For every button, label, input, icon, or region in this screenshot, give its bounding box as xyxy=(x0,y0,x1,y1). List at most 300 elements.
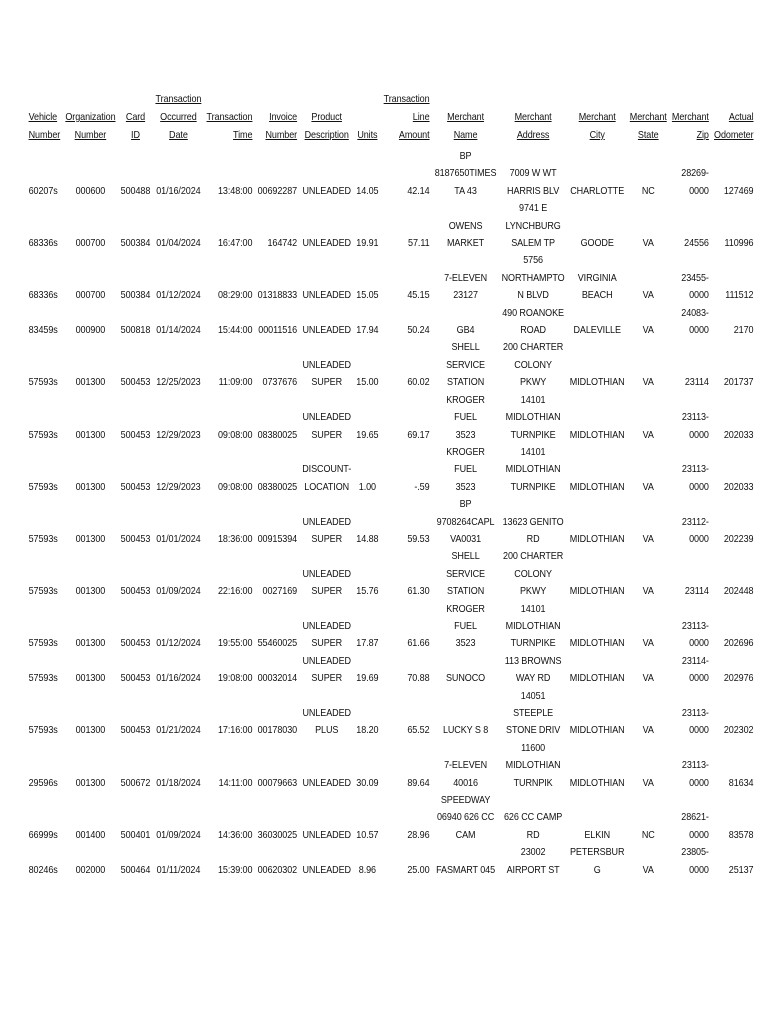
cell-value: VIRGINIA BEACH xyxy=(577,271,617,302)
cell-odo xyxy=(711,548,756,600)
cell-mname xyxy=(432,653,499,688)
cell-value: 001300 xyxy=(75,585,106,598)
column-header-label: Transaction Time xyxy=(206,111,253,141)
column-header-label: Vehicle Number xyxy=(28,111,61,141)
cell-vehicle xyxy=(26,339,63,391)
cell-value: 83578 xyxy=(728,828,754,841)
cell-units xyxy=(354,601,381,653)
cell-mname xyxy=(432,200,499,252)
cell-value: 12/29/2023 xyxy=(156,428,201,441)
cell-odo xyxy=(711,688,756,740)
cell-value: 202033 xyxy=(723,480,754,493)
cell-mzip xyxy=(669,148,711,200)
cell-vehicle xyxy=(26,688,63,740)
cell-value: KROGER FUEL 3523 xyxy=(446,393,485,441)
cell-odo xyxy=(711,496,756,548)
cell-value: 23113- 0000 xyxy=(681,619,709,650)
cell-value: 001300 xyxy=(75,532,106,545)
cell-vehicle xyxy=(26,305,63,340)
cell-time xyxy=(204,653,255,688)
cell-value: VA xyxy=(642,532,654,545)
cell-units xyxy=(354,688,381,740)
cell-mname xyxy=(432,496,499,548)
cell-value: 001400 xyxy=(75,828,106,841)
cell-value: 81634 xyxy=(728,776,754,789)
cell-value: UNLEADED xyxy=(302,776,351,789)
table-row xyxy=(26,844,756,879)
cell-invoice xyxy=(255,200,300,252)
cell-mstate xyxy=(627,740,669,792)
cell-mzip xyxy=(669,252,711,304)
cell-value: 14:11:00 xyxy=(218,776,253,789)
cell-value: 200 CHARTER COLONY PKWY xyxy=(503,550,564,598)
cell-value: 59.53 xyxy=(407,532,430,545)
cell-card xyxy=(118,548,153,600)
cell-mzip xyxy=(669,792,711,844)
cell-odo xyxy=(711,601,756,653)
cell-value: 18.20 xyxy=(356,724,379,737)
cell-invoice xyxy=(255,496,300,548)
cell-value: 15:44:00 xyxy=(217,324,253,337)
cell-value: UNLEADED xyxy=(302,184,351,197)
cell-value: 22:16:00 xyxy=(217,585,253,598)
cell-org xyxy=(63,601,118,653)
cell-odo xyxy=(711,653,756,688)
cell-maddr xyxy=(499,688,567,740)
cell-invoice xyxy=(255,548,300,600)
cell-odo xyxy=(711,339,756,391)
column-header-maddr xyxy=(499,90,567,148)
cell-org xyxy=(63,392,118,444)
cell-product xyxy=(300,148,354,200)
cell-date xyxy=(153,653,204,688)
cell-value: 13:48:00 xyxy=(217,184,253,197)
cell-value: 000900 xyxy=(75,324,106,337)
cell-units xyxy=(354,844,381,879)
cell-mstate xyxy=(627,688,669,740)
table-body xyxy=(26,148,756,879)
cell-vehicle xyxy=(26,148,63,200)
cell-amount xyxy=(381,148,432,200)
cell-mstate xyxy=(627,601,669,653)
cell-value: 202448 xyxy=(723,585,754,598)
cell-mname xyxy=(432,844,499,879)
cell-invoice xyxy=(255,653,300,688)
cell-amount xyxy=(381,740,432,792)
cell-date xyxy=(153,392,204,444)
cell-value: 7-ELEVEN 23127 xyxy=(444,271,488,302)
cell-product xyxy=(300,688,354,740)
cell-org xyxy=(63,200,118,252)
column-header-product xyxy=(300,90,354,148)
cell-value: 202302 xyxy=(723,724,754,737)
column-header-label: Merchant Address xyxy=(514,111,552,141)
cell-time xyxy=(204,200,255,252)
cell-value: UNLEADED SUPER xyxy=(302,567,351,598)
cell-card xyxy=(118,653,153,688)
cell-value: 00011516 xyxy=(258,324,298,337)
cell-value: 17.87 xyxy=(356,637,379,650)
cell-product xyxy=(300,252,354,304)
cell-value: 23002 AIRPORT ST xyxy=(506,846,560,876)
cell-mname xyxy=(432,792,499,844)
cell-mstate xyxy=(627,148,669,200)
cell-org xyxy=(63,844,118,879)
cell-value: SHELL SERVICE STATION xyxy=(446,550,485,598)
cell-mstate xyxy=(627,496,669,548)
cell-value: 01318833 xyxy=(257,289,298,302)
cell-value: 14051 STEEPLE STONE DRIV xyxy=(506,689,561,737)
cell-units xyxy=(354,444,381,496)
cell-value: MIDLOTHIAN xyxy=(569,637,625,650)
cell-card xyxy=(118,339,153,391)
cell-units xyxy=(354,200,381,252)
cell-value: 01/12/2024 xyxy=(156,289,201,302)
cell-value: 08:29:00 xyxy=(217,289,253,302)
cell-value: 11:09:00 xyxy=(218,376,253,389)
cell-amount xyxy=(381,792,432,844)
cell-mcity xyxy=(567,844,627,879)
cell-value: 10.57 xyxy=(356,828,379,841)
cell-value: 00692287 xyxy=(257,184,298,197)
cell-value: MIDLOTHIAN xyxy=(569,672,625,685)
cell-mname xyxy=(432,688,499,740)
cell-units xyxy=(354,392,381,444)
cell-value: 01/09/2024 xyxy=(156,828,201,841)
cell-value: 28.96 xyxy=(407,828,430,841)
cell-amount xyxy=(381,200,432,252)
column-header-label: Transaction Occurred Date xyxy=(155,93,202,141)
column-header-label: Card ID xyxy=(125,111,146,141)
table-row xyxy=(26,339,756,391)
cell-card xyxy=(118,252,153,304)
cell-value: 83459s xyxy=(28,324,58,337)
cell-product xyxy=(300,844,354,879)
cell-mstate xyxy=(627,252,669,304)
cell-value: 13623 GENITO RD xyxy=(502,515,564,545)
cell-value: 500453 xyxy=(120,724,151,737)
cell-vehicle xyxy=(26,252,63,304)
cell-value: 28621- 0000 xyxy=(681,811,709,841)
cell-product xyxy=(300,496,354,548)
column-header-label: Units xyxy=(357,129,378,141)
cell-value: 57593s xyxy=(28,532,58,545)
cell-value: 14:36:00 xyxy=(217,828,253,841)
cell-value: 15:39:00 xyxy=(217,863,253,876)
cell-value: 500464 xyxy=(120,863,151,876)
cell-card xyxy=(118,148,153,200)
cell-units xyxy=(354,548,381,600)
cell-mzip xyxy=(669,653,711,688)
column-header-vehicle xyxy=(26,90,63,148)
cell-value: 5756 NORTHAMPTO N BLVD xyxy=(501,254,565,302)
cell-value: 500672 xyxy=(120,776,151,789)
cell-date xyxy=(153,740,204,792)
cell-value: 15.05 xyxy=(356,289,379,302)
cell-amount xyxy=(381,392,432,444)
column-header-mstate xyxy=(627,90,669,148)
column-header-amount xyxy=(381,90,432,148)
cell-card xyxy=(118,305,153,340)
cell-org xyxy=(63,688,118,740)
cell-value: 202033 xyxy=(723,428,754,441)
cell-vehicle xyxy=(26,740,63,792)
cell-value: 17:16:00 xyxy=(217,724,253,737)
cell-invoice xyxy=(255,339,300,391)
cell-value: 202696 xyxy=(723,637,754,650)
cell-time xyxy=(204,792,255,844)
cell-mcity xyxy=(567,200,627,252)
cell-value: 23114 xyxy=(684,376,709,389)
cell-value: VA xyxy=(642,428,654,441)
cell-value: 68336s xyxy=(28,289,58,302)
cell-value: 00032014 xyxy=(257,672,298,685)
cell-odo xyxy=(711,200,756,252)
cell-value: UNLEADED xyxy=(302,324,351,337)
cell-value: 500384 xyxy=(120,237,151,250)
cell-value: VA xyxy=(642,237,654,250)
cell-value: MIDLOTHIAN xyxy=(569,428,625,441)
cell-org xyxy=(63,148,118,200)
cell-value: 202976 xyxy=(723,672,754,685)
cell-value: 001300 xyxy=(75,776,106,789)
cell-value: 2170 xyxy=(733,324,754,337)
cell-value: 65.52 xyxy=(407,724,430,737)
cell-invoice xyxy=(255,792,300,844)
cell-value: UNLEADED SUPER xyxy=(302,654,351,685)
cell-units xyxy=(354,148,381,200)
cell-invoice xyxy=(255,601,300,653)
cell-card xyxy=(118,601,153,653)
cell-value: 626 CC CAMP RD xyxy=(503,811,563,841)
cell-value: DALEVILLE xyxy=(573,324,621,337)
cell-value: 500453 xyxy=(120,428,151,441)
cell-invoice xyxy=(255,740,300,792)
cell-value: 15.00 xyxy=(356,376,379,389)
cell-value: 01/21/2024 xyxy=(156,724,201,737)
cell-date xyxy=(153,792,204,844)
cell-value: UNLEADED xyxy=(302,828,351,841)
table-header xyxy=(26,90,756,148)
cell-mstate xyxy=(627,339,669,391)
cell-maddr xyxy=(499,792,567,844)
cell-value: GB4 xyxy=(456,324,475,337)
cell-value: KROGER FUEL 3523 xyxy=(446,602,485,650)
cell-value: 164742 xyxy=(267,237,298,250)
cell-invoice xyxy=(255,392,300,444)
cell-value: 57.11 xyxy=(408,237,430,250)
cell-odo xyxy=(711,444,756,496)
cell-value: 08380025 xyxy=(257,480,298,493)
cell-date xyxy=(153,148,204,200)
cell-value: 23113- 0000 xyxy=(681,707,709,737)
cell-time xyxy=(204,548,255,600)
cell-value: MIDLOTHIAN xyxy=(569,532,625,545)
cell-mcity xyxy=(567,444,627,496)
cell-value: 42.14 xyxy=(407,184,430,197)
cell-value: 50.24 xyxy=(407,324,430,337)
cell-units xyxy=(354,252,381,304)
cell-value: 19.91 xyxy=(356,237,379,250)
cell-mcity xyxy=(567,252,627,304)
cell-value: 200 CHARTER COLONY PKWY xyxy=(503,341,564,389)
cell-maddr xyxy=(499,200,567,252)
cell-amount xyxy=(381,339,432,391)
cell-amount xyxy=(381,653,432,688)
cell-value: 01/16/2024 xyxy=(156,184,201,197)
cell-value: 60207s xyxy=(28,184,58,197)
cell-value: 113 BROWNS WAY RD xyxy=(504,654,562,685)
cell-mzip xyxy=(669,601,711,653)
cell-value: 0737676 xyxy=(262,376,298,389)
cell-value: 57593s xyxy=(28,637,58,650)
cell-value: 000700 xyxy=(75,237,106,250)
cell-value: 45.15 xyxy=(407,289,430,302)
cell-value: 17.94 xyxy=(356,324,379,337)
cell-units xyxy=(354,496,381,548)
cell-odo xyxy=(711,305,756,340)
cell-value: 61.30 xyxy=(407,585,430,598)
cell-invoice xyxy=(255,305,300,340)
cell-product xyxy=(300,792,354,844)
cell-value: UNLEADED xyxy=(302,289,351,302)
cell-date xyxy=(153,496,204,548)
cell-invoice xyxy=(255,252,300,304)
cell-value: 14101 MIDLOTHIAN TURNPIKE xyxy=(505,393,561,441)
cell-value: 12/29/2023 xyxy=(156,480,201,493)
cell-mzip xyxy=(669,844,711,879)
cell-value: SUNOCO xyxy=(445,672,486,685)
cell-value: 500453 xyxy=(120,480,151,493)
cell-value: 01/04/2024 xyxy=(156,237,201,250)
cell-org xyxy=(63,305,118,340)
cell-value: 500488 xyxy=(120,184,151,197)
cell-odo xyxy=(711,392,756,444)
column-header-units xyxy=(354,90,381,148)
cell-mcity xyxy=(567,653,627,688)
column-header-label: Actual Odometer xyxy=(714,111,754,141)
cell-card xyxy=(118,392,153,444)
cell-maddr xyxy=(499,496,567,548)
cell-invoice xyxy=(255,148,300,200)
cell-mname xyxy=(432,392,499,444)
cell-odo xyxy=(711,740,756,792)
cell-value: KROGER FUEL 3523 xyxy=(446,445,485,493)
cell-value: 8.96 xyxy=(358,863,377,876)
cell-vehicle xyxy=(26,601,63,653)
cell-value: 69.17 xyxy=(407,428,430,441)
cell-value: VA xyxy=(642,376,654,389)
table-row xyxy=(26,252,756,304)
cell-card xyxy=(118,844,153,879)
cell-value: BP 9708264CAPL VA0031 xyxy=(436,498,495,545)
cell-value: 001300 xyxy=(75,428,106,441)
cell-value: 0027169 xyxy=(262,585,298,598)
cell-vehicle xyxy=(26,653,63,688)
cell-value: 12/25/2023 xyxy=(156,376,201,389)
cell-value: 19.65 xyxy=(356,428,379,441)
cell-value: 00178030 xyxy=(257,724,298,737)
cell-org xyxy=(63,740,118,792)
cell-odo xyxy=(711,148,756,200)
cell-card xyxy=(118,688,153,740)
cell-value: 60.02 xyxy=(407,376,430,389)
cell-mzip xyxy=(669,392,711,444)
cell-value: 1.00 xyxy=(358,480,377,493)
cell-value: NC xyxy=(641,828,655,841)
cell-value: 19:55:00 xyxy=(217,637,253,650)
cell-card xyxy=(118,496,153,548)
cell-odo xyxy=(711,844,756,879)
cell-product xyxy=(300,653,354,688)
cell-value: FASMART 045 xyxy=(436,863,496,876)
cell-value: 14.05 xyxy=(356,184,379,197)
cell-maddr xyxy=(499,653,567,688)
cell-value: 500453 xyxy=(120,376,151,389)
cell-value: 55460025 xyxy=(257,637,298,650)
cell-units xyxy=(354,740,381,792)
table-row xyxy=(26,601,756,653)
cell-value: 500818 xyxy=(120,324,151,337)
column-header-label: Organization Number xyxy=(65,111,116,141)
cell-value: UNLEADED SUPER xyxy=(302,411,351,441)
cell-units xyxy=(354,792,381,844)
cell-date xyxy=(153,548,204,600)
cell-value: 00915394 xyxy=(257,532,298,545)
cell-value: MIDLOTHIAN xyxy=(569,724,625,737)
column-header-org xyxy=(63,90,118,148)
table-row xyxy=(26,548,756,600)
cell-org xyxy=(63,653,118,688)
cell-value: 24083- 0000 xyxy=(681,306,709,337)
cell-value: 19:08:00 xyxy=(217,672,253,685)
cell-maddr xyxy=(499,444,567,496)
cell-value: VA xyxy=(642,637,654,650)
cell-amount xyxy=(381,496,432,548)
cell-date xyxy=(153,444,204,496)
cell-value: LUCKY S 8 xyxy=(442,724,489,737)
cell-value: 00079663 xyxy=(257,776,298,789)
cell-value: 201737 xyxy=(723,376,754,389)
cell-product xyxy=(300,601,354,653)
cell-value: 01/09/2024 xyxy=(156,585,201,598)
cell-value: 57593s xyxy=(28,672,58,685)
cell-amount xyxy=(381,548,432,600)
cell-value: 66999s xyxy=(28,828,58,841)
cell-amount xyxy=(381,252,432,304)
cell-value: GOODE xyxy=(580,237,614,250)
cell-product xyxy=(300,548,354,600)
cell-value: DISCOUNT- LOCATION xyxy=(302,463,352,493)
cell-time xyxy=(204,844,255,879)
cell-value: 14101 MIDLOTHIAN TURNPIKE xyxy=(505,445,561,493)
cell-maddr xyxy=(499,392,567,444)
cell-value: 01/01/2024 xyxy=(156,532,201,545)
cell-invoice xyxy=(255,688,300,740)
cell-value: VA xyxy=(642,863,654,876)
cell-value: 000600 xyxy=(75,184,106,197)
cell-value: 14101 MIDLOTHIAN TURNPIKE xyxy=(505,602,561,650)
cell-date xyxy=(153,688,204,740)
column-header-mname xyxy=(432,90,499,148)
cell-value: SPEEDWAY 06940 626 CC CAM xyxy=(436,794,495,841)
cell-value: 23805- 0000 xyxy=(681,846,709,876)
header-row xyxy=(26,90,756,148)
cell-value: 127469 xyxy=(723,184,754,197)
cell-value: 01/11/2024 xyxy=(156,863,201,876)
cell-mcity xyxy=(567,792,627,844)
cell-value: VA xyxy=(642,324,654,337)
